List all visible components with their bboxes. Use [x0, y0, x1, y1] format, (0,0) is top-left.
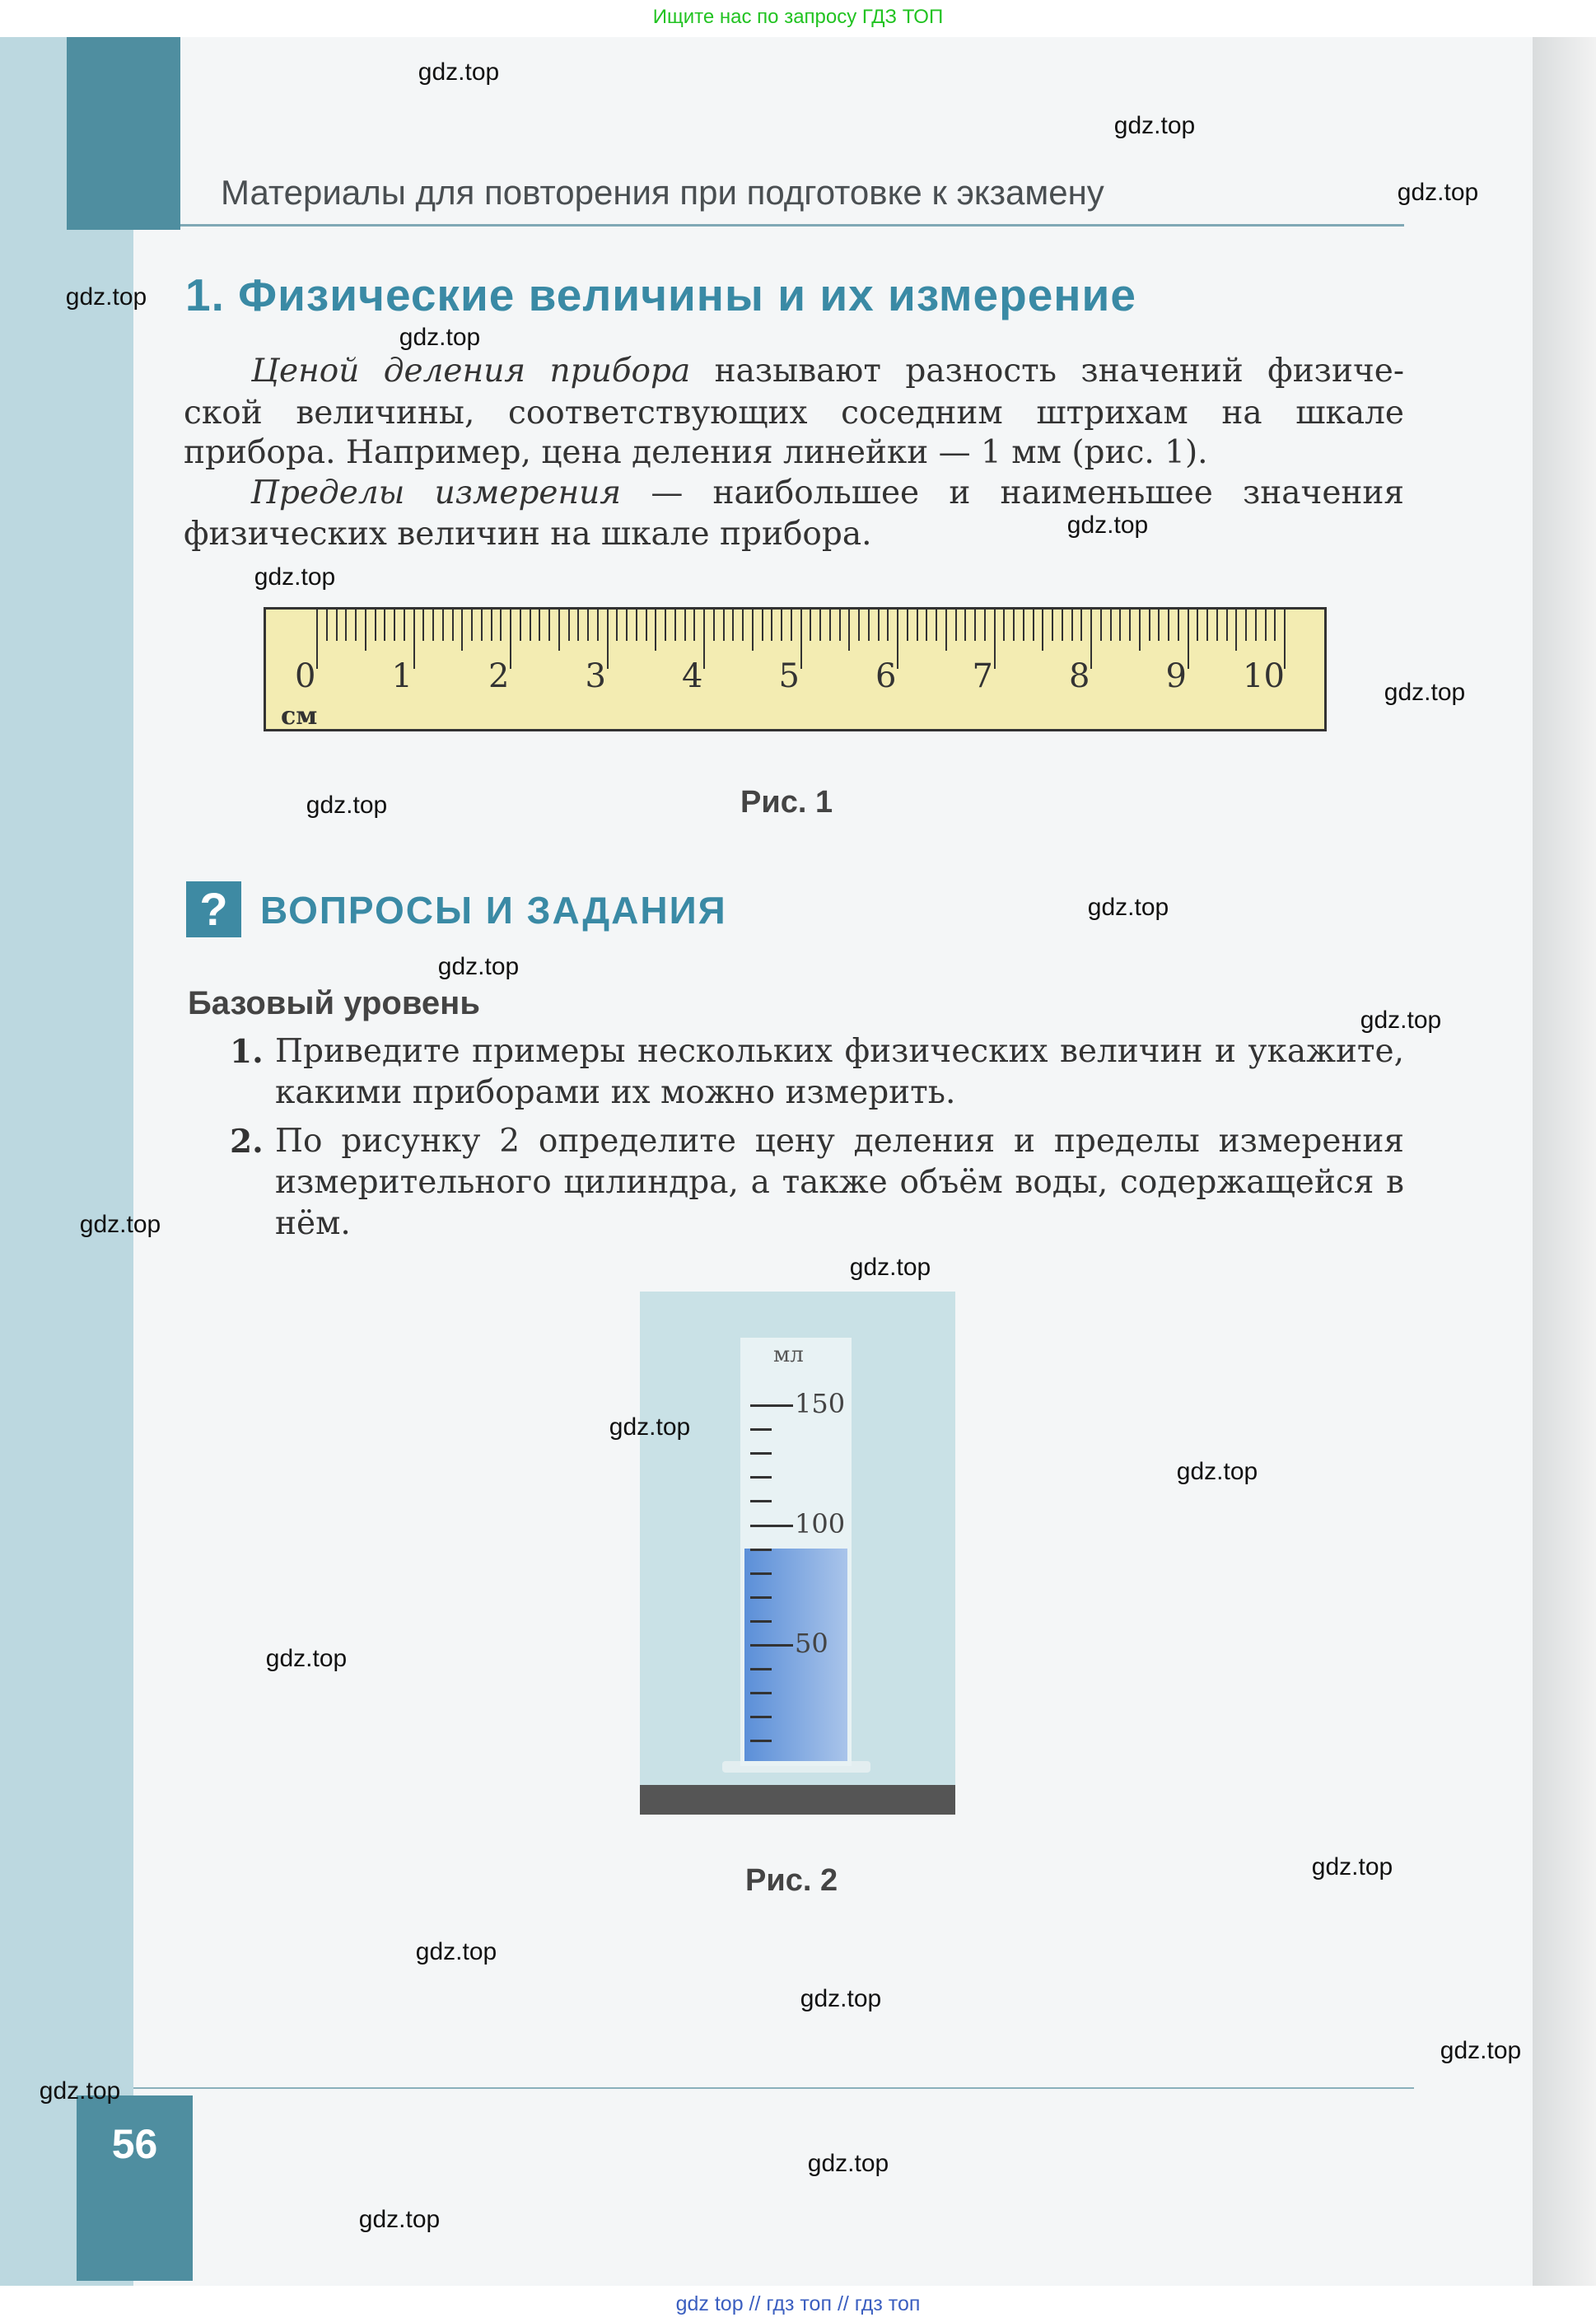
paragraph-line: ской величины, соответствующих соседним штрихам на шкале: [184, 395, 1404, 432]
ruler-label: 6: [875, 657, 897, 695]
ruler-tick: [1013, 610, 1015, 641]
paragraph-line: прибора. Например, цена деления линейки — 1 мм (рис. 1).: [184, 434, 1208, 471]
questions-title: ВОПРОСЫ И ЗАДАНИЯ: [260, 889, 727, 932]
text: — наибольшее и наименьшее значения: [621, 474, 1404, 512]
ruler-tick: [693, 610, 695, 641]
cylinder: [740, 1338, 852, 1766]
cylinder-unit: мл: [773, 1343, 804, 1367]
ruler-tick: [442, 610, 444, 641]
watermark: gdz.top: [1384, 679, 1466, 706]
ruler-label: 3: [585, 657, 606, 695]
ruler-tick: [1042, 610, 1043, 651]
watermark: gdz.top: [418, 58, 500, 86]
cylinder-tick: [750, 1692, 772, 1694]
paragraph-line: физических величин на шкале прибора.: [184, 516, 872, 553]
ruler-tick: [926, 610, 927, 641]
ruler-tick: [384, 610, 385, 641]
ruler-tick: [1033, 610, 1034, 641]
ruler-tick: [723, 610, 725, 641]
ruler-tick: [819, 610, 821, 641]
ruler-tick: [810, 610, 811, 641]
ruler-tick: [1071, 610, 1073, 641]
ruler-tick: [1188, 610, 1189, 669]
ruler-tick: [762, 610, 763, 641]
cylinder-tick: [750, 1644, 793, 1647]
running-header: Материалы для повторения при подготовке к экзамену: [221, 173, 1104, 212]
table-surface: [640, 1785, 955, 1815]
ruler-tick: [1090, 610, 1092, 669]
watermark: gdz.top: [65, 283, 147, 311]
cylinder-tick: [750, 1740, 772, 1742]
cylinder-label: 50: [795, 1628, 828, 1659]
cylinder-tick: [750, 1716, 772, 1718]
watermark: gdz.top: [1311, 1853, 1393, 1880]
ruler-tick: [520, 610, 521, 641]
ruler-tick: [868, 610, 870, 641]
ruler-tick: [674, 610, 676, 641]
watermark: gdz.top: [1360, 1007, 1442, 1034]
page-edge-shadow: [1533, 37, 1596, 2286]
question-item: [230, 1031, 1404, 1114]
ruler-tick: [530, 610, 531, 641]
ruler-tick: [684, 610, 686, 641]
ruler-tick: [907, 610, 908, 641]
ruler-tick: [316, 610, 318, 669]
left-margin-band: [0, 37, 133, 2286]
ruler-tick: [597, 610, 599, 641]
ruler-tick: [1274, 610, 1276, 641]
paragraph-line: [184, 351, 1404, 392]
ruler-tick: [413, 610, 415, 669]
cylinder-tick: [750, 1572, 772, 1575]
ruler-tick: [539, 610, 540, 641]
ruler-tick: [365, 610, 366, 651]
ruler-tick: [829, 610, 831, 641]
ruler-tick: [655, 610, 656, 651]
ruler-tick: [791, 610, 792, 641]
ruler-tick: [781, 610, 782, 641]
ruler-tick: [1178, 610, 1179, 641]
ruler-tick: [471, 610, 473, 641]
ruler-tick: [636, 610, 637, 641]
ruler-tick: [548, 610, 550, 641]
ruler-tick: [1110, 610, 1112, 641]
footer-divider: [133, 2087, 1414, 2089]
ruler-tick: [510, 610, 511, 669]
ruler-tick: [1216, 610, 1218, 641]
ruler-figure: [264, 607, 1327, 731]
ruler-tick: [848, 610, 850, 651]
ruler-tick: [1149, 610, 1150, 641]
watermark: gdz.top: [39, 2077, 121, 2105]
cylinder-tick: [750, 1549, 772, 1551]
ruler-tick: [917, 610, 918, 641]
ruler-label: 8: [1069, 657, 1090, 695]
ruler-tick: [404, 610, 405, 641]
question-number: 1.: [230, 1033, 264, 1071]
page-number-box: [77, 2095, 193, 2281]
cylinder-tick: [750, 1404, 793, 1407]
watermark: gdz.top: [800, 1985, 882, 2012]
question-number: 2.: [230, 1123, 264, 1161]
ruler-tick: [665, 610, 666, 641]
ruler-tick: [994, 610, 996, 669]
search-banner: Ищите нас по запросу ГДЗ ТОП: [0, 0, 1596, 37]
ruler-tick: [326, 610, 328, 641]
figure-1-caption: Рис. 1: [740, 785, 833, 820]
ruler-tick: [1080, 610, 1082, 641]
ruler-tick: [1003, 610, 1005, 641]
question-icon: ?: [186, 881, 241, 937]
ruler-tick: [1023, 610, 1024, 641]
ruler-tick: [1245, 610, 1247, 641]
cylinder-label: 150: [795, 1388, 846, 1419]
ruler-label: 5: [778, 657, 800, 695]
term-division-value: Ценой деления прибора: [251, 353, 691, 390]
ruler-tick: [422, 610, 424, 641]
ruler-tick: [742, 610, 744, 641]
ruler-tick: [336, 610, 338, 641]
ruler-tick: [800, 610, 802, 669]
ruler-tick: [558, 610, 560, 651]
ruler-tick: [1139, 610, 1141, 651]
figure-2-caption: Рис. 2: [745, 1863, 838, 1898]
question-text: По рисунку 2 определите цену деления и пределы измерения измерительного цилиндра, а также объём воды, содержащейся в нём.: [275, 1123, 1404, 1242]
ruler-tick: [1206, 610, 1208, 641]
cylinder-tick: [750, 1620, 772, 1623]
ruler-tick: [1168, 610, 1169, 641]
ruler-tick: [626, 610, 628, 641]
ruler-tick: [587, 610, 589, 641]
watermark: gdz.top: [265, 1645, 348, 1672]
ruler-tick: [355, 610, 357, 641]
section-title: 1. Физические величины и их измерение: [185, 269, 1136, 320]
cylinder-tick: [750, 1428, 772, 1431]
watermark: gdz.top: [807, 2150, 889, 2177]
ruler-tick: [1158, 610, 1160, 641]
ruler-tick: [732, 610, 734, 641]
question-item: [230, 1121, 1404, 1245]
ruler-tick: [461, 610, 463, 651]
ruler-tick: [616, 610, 618, 641]
watermark: gdz.top: [1176, 1458, 1258, 1485]
ruler-tick: [568, 610, 570, 641]
header-accent-block: [67, 37, 180, 230]
ruler-tick: [1226, 610, 1228, 641]
ruler-tick: [345, 610, 347, 641]
measuring-cylinder-figure: [640, 1292, 955, 1815]
ruler-tick: [897, 610, 898, 669]
ruler-label: 9: [1165, 657, 1187, 695]
watermark: gdz.top: [1440, 2037, 1522, 2064]
cylinder-label: 100: [795, 1507, 846, 1539]
watermark: gdz.top: [1087, 894, 1169, 921]
watermark: gdz.top: [358, 2206, 441, 2233]
ruler-tick: [1129, 610, 1131, 641]
ruler-tick: [984, 610, 986, 641]
cylinder-tick: [750, 1596, 772, 1599]
watermark: gdz.top: [437, 953, 520, 980]
watermark: gdz.top: [254, 563, 336, 591]
ruler-label: 4: [682, 657, 703, 695]
ruler-tick: [887, 610, 889, 641]
page-number: 56: [111, 2121, 158, 2167]
ruler-tick: [964, 610, 966, 641]
header-divider: [180, 224, 1404, 227]
watermark: gdz.top: [1066, 512, 1149, 539]
ruler-label: 7: [972, 657, 993, 695]
ruler-unit: см: [281, 702, 318, 731]
ruler-tick: [375, 610, 376, 641]
ruler-tick: [1119, 610, 1121, 641]
ruler-tick: [607, 610, 609, 669]
question-text: Приведите примеры нескольких физических величин и укажите, какими приборами их можно измерить.: [275, 1033, 1404, 1111]
ruler-tick: [1265, 610, 1267, 641]
ruler-tick: [945, 610, 947, 651]
cylinder-tick: [750, 1668, 772, 1670]
watermark: gdz.top: [609, 1413, 691, 1441]
ruler-label: 1: [391, 657, 413, 695]
ruler-tick: [481, 610, 483, 641]
text: называют разность значений физиче-: [690, 353, 1404, 390]
ruler-tick: [1235, 610, 1237, 651]
ruler-tick: [1052, 610, 1053, 641]
ruler-label: 10: [1243, 657, 1285, 695]
cylinder-tick: [750, 1500, 772, 1502]
ruler-tick: [500, 610, 502, 641]
watermark: gdz.top: [1113, 112, 1196, 139]
cylinder-tick: [750, 1476, 772, 1479]
ruler-tick: [936, 610, 937, 641]
ruler-tick: [1197, 610, 1198, 641]
ruler-tick: [878, 610, 880, 641]
ruler-tick: [703, 610, 705, 669]
ruler-tick: [1062, 610, 1063, 641]
ruler-tick: [858, 610, 860, 641]
ruler-tick: [839, 610, 841, 641]
ruler-tick: [432, 610, 434, 641]
cylinder-tick: [750, 1525, 793, 1527]
ruler-tick: [577, 610, 579, 641]
watermark: gdz.top: [415, 1938, 497, 1965]
site-footer: gdz top // гдз топ // гдз топ: [0, 2286, 1596, 2322]
ruler-tick: [1255, 610, 1257, 641]
ruler-label: 2: [488, 657, 510, 695]
watermark: gdz.top: [306, 792, 388, 819]
ruler-tick: [955, 610, 957, 641]
watermark: gdz.top: [849, 1254, 931, 1281]
paragraph-line: [184, 473, 1404, 514]
ruler-tick: [394, 610, 395, 641]
ruler-tick: [646, 610, 647, 641]
ruler-tick: [452, 610, 454, 641]
watermark: gdz.top: [79, 1211, 161, 1238]
ruler-tick: [1100, 610, 1102, 641]
ruler-label: 0: [295, 657, 316, 695]
watermark: gdz.top: [399, 324, 481, 351]
watermark: gdz.top: [1397, 179, 1479, 206]
cylinder-tick: [750, 1452, 772, 1455]
ruler-tick: [974, 610, 976, 641]
ruler-tick: [752, 610, 754, 651]
ruler-tick: [491, 610, 492, 641]
ruler-tick: [771, 610, 772, 641]
level-heading: Базовый уровень: [188, 985, 480, 1021]
ruler-tick: [713, 610, 715, 641]
term-limits: Пределы измерения: [251, 474, 622, 512]
